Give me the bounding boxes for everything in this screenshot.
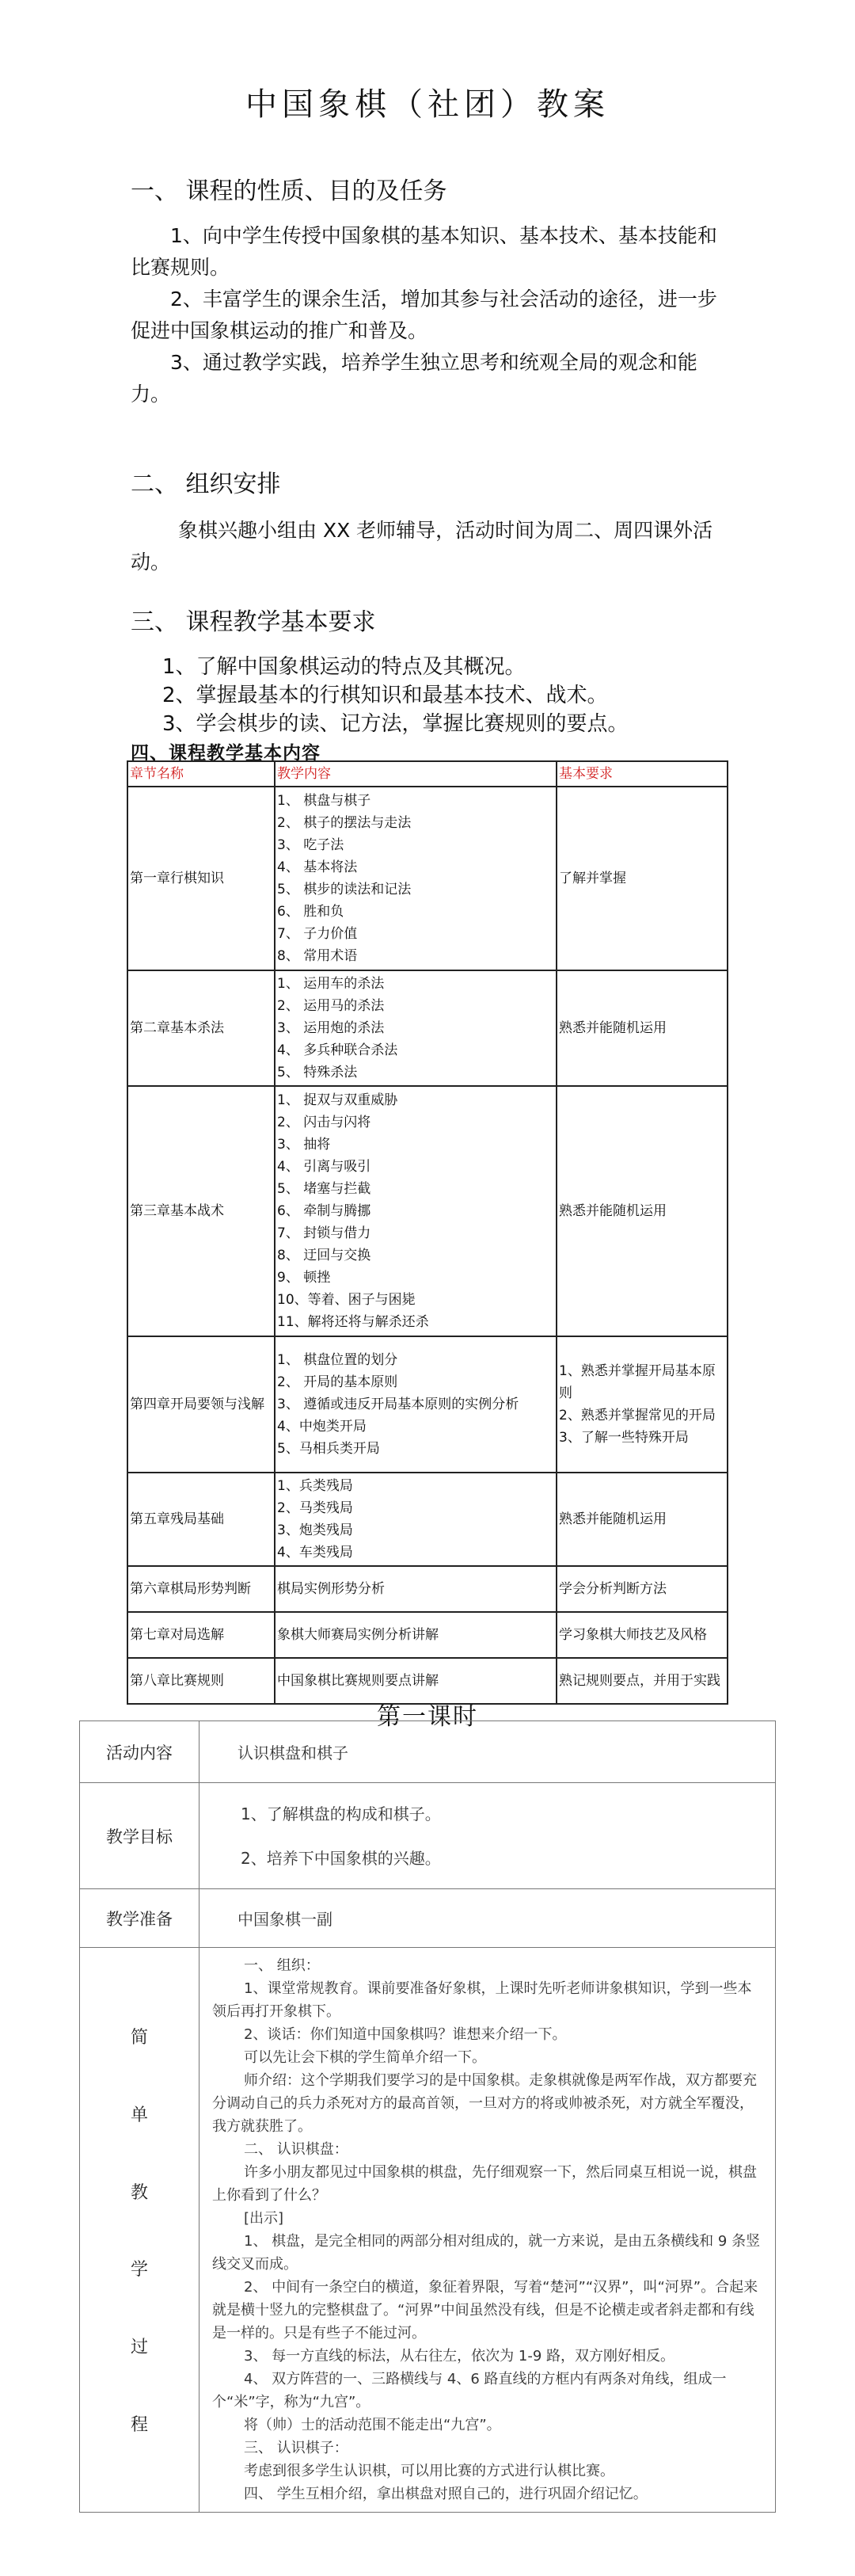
section2-body: [131, 515, 732, 578]
goal-line: 1、了解棋盘的构成和棋子。: [241, 1804, 441, 1823]
section4-heading: 四、课程教学基本内容: [131, 743, 321, 764]
requirement-cell: [557, 1336, 728, 1473]
content-line: 5、马相兵类开局: [277, 1441, 380, 1457]
content-line: 3、炮类残局: [277, 1522, 353, 1538]
section1-para-3: 3、通过教学实践，培养学生独立思考和统观全局的观念和能力。: [131, 351, 697, 406]
content-line: 1、 运用车的杀法: [277, 976, 385, 992]
content-line: 3、 遵循或违反开局基本原则的实例分析: [277, 1397, 519, 1412]
prep-value: 中国象棋一副: [200, 1889, 776, 1948]
section3-item-3: 3、学会棋步的读、记方法，掌握比赛规则的要点。: [162, 712, 629, 736]
content-line: 9、 顿挫: [277, 1270, 331, 1286]
chapter-cell: 第三章基本战术: [127, 1086, 275, 1336]
requirement-cell: 熟悉并能随机运用: [557, 1473, 728, 1566]
section1-para-2: 2、丰富学生的课余生活，增加其参与社会活动的途径，进一步促进中国象棋运动的推广和普及。: [131, 288, 717, 342]
chapter-cell: 第五章残局基础: [127, 1473, 275, 1566]
table-row: [80, 1889, 776, 1948]
requirement-cell: 学会分析判断方法: [557, 1566, 728, 1612]
requirement-cell: 学习象棋大师技艺及风格: [557, 1612, 728, 1658]
content-line: 2、 闪击与闪将: [277, 1115, 371, 1130]
content-line: 8、 迂回与交换: [277, 1248, 371, 1263]
process-label-char: 学: [130, 2260, 148, 2281]
process-label-char: 过: [130, 2338, 148, 2358]
content-line: 5、 棋步的读法和记法: [277, 882, 412, 897]
content-line: 4、 多兵种联合杀法: [277, 1042, 398, 1058]
table-header-row: [127, 761, 728, 787]
section1-para-1: 1、向中学生传授中国象棋的基本知识、基本技术、基本技能和比赛规则。: [131, 224, 717, 279]
content-line: 3、 运用炮的杀法: [277, 1020, 385, 1036]
chapter-cell: 第四章开局要领与浅解: [127, 1336, 275, 1473]
content-line: 4、 基本将法: [277, 859, 358, 875]
table-row: [127, 1612, 728, 1658]
process-line: [出示]: [244, 2210, 284, 2227]
table-row: [127, 1336, 728, 1473]
content-line: 2、 棋子的摆法与走法: [277, 815, 412, 831]
process-line: 1、课堂常规教育。课前要准备好象棋，上课时先听老师讲象棋知识，学到一些本领后再打开象棋下。: [212, 1980, 752, 2020]
process-label-char: 简: [130, 2028, 148, 2048]
document-title: 中国象棋（社团）教案: [245, 86, 610, 123]
goal-label: 教学目标: [80, 1783, 200, 1889]
content-line: 4、车类残局: [277, 1545, 353, 1560]
content-line: 10、等着、困子与困毙: [277, 1292, 416, 1308]
process-line: 二、 认识棋盘：: [244, 2141, 348, 2158]
content-cell: [275, 970, 557, 1086]
process-line: 2、 中间有一条空白的横道，象征着界限，写着“楚河”“汉界”，叫“河界”。合起来就是横十竖九的完整棋盘了。“河界”中间虽然没有线，但是不论横走或者斜走都和有线是一样的。只是有些子不能过河。: [212, 2279, 758, 2342]
table-row: [80, 1783, 776, 1889]
header-requirement: 基本要求: [557, 761, 728, 787]
content-line: 1、 棋盘位置的划分: [277, 1352, 398, 1368]
process-line: 1、 棋盘，是完全相同的两部分相对组成的，就一方来说，是由五条横线和 9 条竖线交叉而成。: [212, 2233, 761, 2273]
section1-body: [131, 220, 732, 410]
requirement-cell: 熟记规则要点，并用于实践: [557, 1658, 728, 1704]
process-label-char: 单: [130, 2105, 148, 2125]
process-line: 将（帅）士的活动范围不能走出“九宫”。: [244, 2417, 501, 2433]
content-line: 2、 运用马的杀法: [277, 998, 385, 1014]
process-line: 3、 每一方直线的标法，从右往左，依次为 1-9 路，双方刚好相反。: [244, 2348, 675, 2365]
chapter-cell: 第七章对局选解: [127, 1612, 275, 1658]
content-line: 3、 抽将: [277, 1137, 331, 1153]
table-row: [127, 1566, 728, 1612]
process-line: 2、谈话：你们知道中国象棋吗？谁想来介绍一下。: [244, 2026, 567, 2043]
content-cell: [275, 1086, 557, 1336]
process-line: 4、 双方阵营的一、三路横线与 4、6 路直线的方框内有两条对角线，组成一个“米”字，称为“九宫”。: [212, 2371, 727, 2410]
content-line: 7、 封锁与借力: [277, 1225, 371, 1241]
content-line: 2、马类残局: [277, 1500, 353, 1516]
header-content: 教学内容: [275, 761, 557, 787]
content-line: 6、 胜和负: [277, 904, 344, 920]
section2-para: 象棋兴趣小组由 XX 老师辅导，活动时间为周二、周四课外活动。: [131, 519, 713, 574]
section3-item-1: 1、了解中国象棋运动的特点及其概况。: [162, 655, 526, 679]
lesson-heading: 第一课时: [377, 1703, 478, 1731]
content-line: 5、 堵塞与拦截: [277, 1181, 371, 1197]
content-line: 8、 常用术语: [277, 948, 358, 964]
chapter-cell: 第六章棋局形势判断: [127, 1566, 275, 1612]
content-line: 6、 牵制与腾挪: [277, 1203, 371, 1219]
requirement-line: 1、熟悉并掌握开局基本原则: [559, 1363, 716, 1401]
process-line: 一、 组织：: [244, 1957, 320, 1974]
section3-heading: 三、 课程教学基本要求: [131, 608, 376, 636]
content-line: 3、 吃子法: [277, 837, 344, 853]
goal-line: 2、培养下中国象棋的兴趣。: [241, 1848, 441, 1868]
lesson-plan-table: [79, 1721, 776, 2513]
content-line: 1、 捉双与双重威胁: [277, 1092, 398, 1108]
content-cell: 象棋大师赛局实例分析讲解: [275, 1612, 557, 1658]
section1-heading: 一、 课程的性质、目的及任务: [131, 177, 447, 205]
section3-item-2: 2、掌握最基本的行棋知识和最基本技术、战术。: [162, 684, 608, 707]
process-line: 考虑到很多学生认识棋，可以用比赛的方式进行认棋比赛。: [244, 2463, 614, 2479]
table-row: [127, 1473, 728, 1566]
content-cell: [275, 1336, 557, 1473]
process-line: 许多小朋友都见过中国象棋的棋盘，先仔细观察一下，然后同桌互相说一说，棋盘上你看到了什么？: [212, 2164, 757, 2204]
header-chapter: 章节名称: [127, 761, 275, 787]
content-cell: [275, 1473, 557, 1566]
content-line: 4、中炮类开局: [277, 1419, 367, 1435]
process-content: [200, 1948, 776, 2513]
table-row: [127, 1086, 728, 1336]
chapter-cell: 第二章基本杀法: [127, 970, 275, 1086]
requirement-line: 2、熟悉并掌握常见的开局: [559, 1408, 716, 1423]
requirement-line: 3、了解一些特殊开局: [559, 1430, 689, 1446]
content-line: 4、 引离与吸引: [277, 1159, 371, 1175]
process-label-char: 程: [130, 2414, 148, 2435]
table-row: [80, 1721, 776, 1783]
requirement-cell: 熟悉并能随机运用: [557, 1086, 728, 1336]
table-row: [127, 787, 728, 970]
content-cell: 棋局实例形势分析: [275, 1566, 557, 1612]
section2-heading: 二、 组织安排: [131, 471, 281, 498]
content-line: 1、 棋盘与棋子: [277, 793, 371, 809]
content-line: 1、兵类残局: [277, 1478, 353, 1494]
prep-label: 教学准备: [80, 1889, 200, 1948]
chapter-cell: 第一章行棋知识: [127, 787, 275, 970]
goal-value: [200, 1783, 776, 1889]
process-label: [80, 1948, 200, 2513]
process-line: 四、 学生互相介绍，拿出棋盘对照自己的，进行巩固介绍记忆。: [244, 2486, 648, 2502]
requirement-cell: 了解并掌握: [557, 787, 728, 970]
content-cell: [275, 787, 557, 970]
content-line: 5、 特殊杀法: [277, 1065, 358, 1080]
content-line: 11、解将还将与解杀还杀: [277, 1314, 429, 1330]
activity-value: 认识棋盘和棋子: [200, 1721, 776, 1783]
process-line: 三、 认识棋子：: [244, 2440, 348, 2456]
process-line: 师介绍：这个学期我们要学习的是中国象棋。走象棋就像是两军作战，双方都要充分调动自己的兵力杀死对方的最高首领，一旦对方的将或帅被杀死，对方就全军覆没，我方就获胜了。: [212, 2072, 757, 2135]
activity-label: 活动内容: [80, 1721, 200, 1783]
process-line: 可以先让会下棋的学生简单介绍一下。: [244, 2049, 486, 2066]
table-row: [127, 970, 728, 1086]
requirement-cell: 熟悉并能随机运用: [557, 970, 728, 1086]
content-line: 2、 开局的基本原则: [277, 1374, 398, 1390]
chapter-cell: 第八章比赛规则: [127, 1658, 275, 1704]
content-cell: 中国象棋比赛规则要点讲解: [275, 1658, 557, 1704]
content-line: 7、 子力价值: [277, 926, 358, 942]
table-row: [80, 1948, 776, 2513]
course-content-table: [127, 760, 728, 1705]
process-label-char: 教: [130, 2182, 148, 2203]
